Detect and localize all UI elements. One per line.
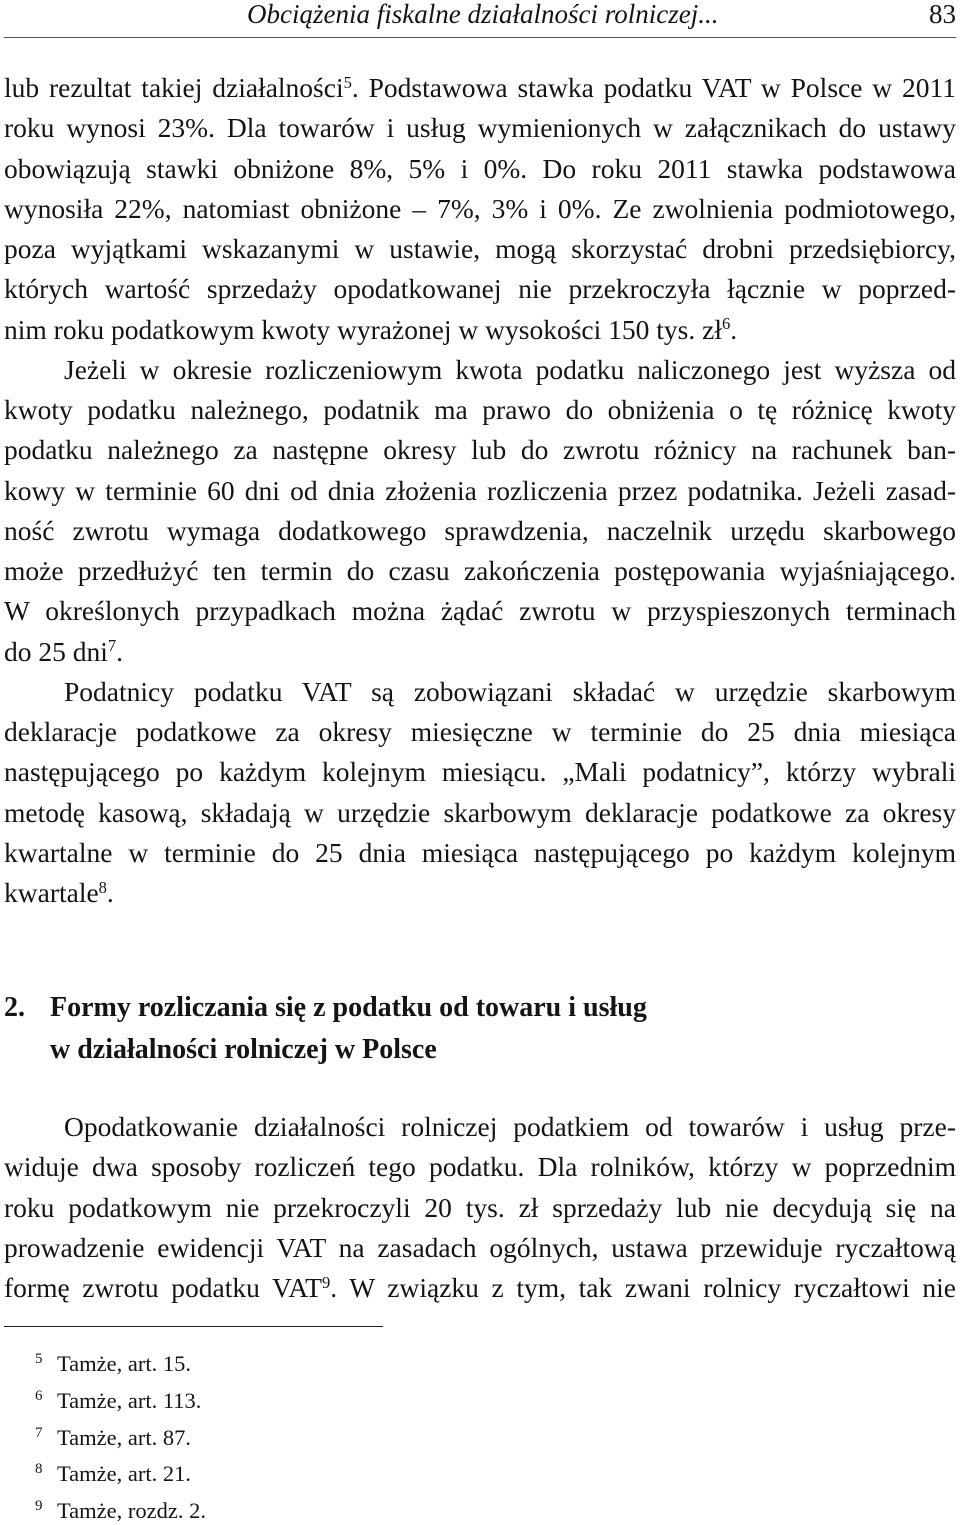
footnote-reference: 9	[321, 1272, 331, 1292]
text-segment: kwartale	[4, 877, 99, 908]
text-line	[4, 68, 956, 108]
text-line	[4, 310, 956, 350]
text-line: następującego po każdym kolejnym miesiącu. „Mali podatnicy”, którzy wybrali	[4, 756, 956, 788]
page-number: 83	[929, 0, 956, 29]
footnote-reference: 6	[721, 314, 731, 334]
paragraph	[4, 1107, 956, 1308]
text-segment: .	[116, 635, 124, 667]
text-line: Jeżeli w okresie rozliczeniowym kwota podatku naliczonego jest wyższa od	[64, 353, 956, 385]
text-segment: . W związku z tym, tak zwani rolnicy ryczałtowi nie	[330, 1272, 956, 1303]
footnote-text: Tamże, art. 113.	[57, 1387, 202, 1413]
text-line: wynosiła 22%, natomiast obniżone – 7%, 3% i 0%. Ze zwolnienia podmiotowego,	[4, 192, 956, 224]
footnote-reference: 7	[107, 636, 117, 656]
text-line: obowiązują stawki obniżone 8%, 5% i 0%. Do roku 2011 stawka podstawowa	[4, 152, 956, 184]
text-segment: do 25 dni	[4, 635, 108, 667]
paragraph	[4, 672, 956, 914]
text-line: kowy w terminie 60 dni od dnia złożenia rozliczenia przez podatnika. Jeżeli zasad-	[4, 474, 956, 506]
header-divider	[4, 37, 956, 38]
text-line: ność zwrotu wymaga dodatkowego sprawdzenia, naczelnik urzędu skarbowego	[4, 514, 956, 546]
text-line: kwartalne w terminie do 25 dnia miesiąca następującego po każdym kolejnym	[4, 836, 956, 868]
text-line: może przedłużyć ten termin do czasu zakończenia postępowania wyjaśniającego.	[4, 555, 956, 586]
text-line: prowadzenie ewidencji VAT na zasadach ogólnych, ustawa przewiduje ryczałtową	[4, 1231, 956, 1263]
text-line: metodę kasową, składają w urzędzie skarbowym deklaracje podatkowe za okresy	[4, 796, 956, 828]
section-title-line: Formy rozliczania się z podatku od towaru i usług	[50, 992, 647, 1023]
text-line: kwoty podatku należnego, podatnik ma prawo do obniżenia o tę różnicę kwoty	[4, 394, 956, 425]
footnote-text: Tamże, art. 15.	[57, 1351, 191, 1376]
footnote	[4, 1497, 956, 1525]
text-segment: . Podstawowa stawka podatku VAT w Polsce w 2011	[351, 72, 956, 103]
text-segment: lub rezultat takiej działalności	[4, 72, 344, 103]
paragraph	[4, 350, 956, 672]
section-title-line: w działalności rolniczej w Polsce	[50, 1034, 437, 1065]
footnote-number: 7	[35, 1424, 43, 1441]
footnote	[4, 1350, 956, 1378]
footnote-reference: 5	[343, 72, 352, 92]
footnote	[4, 1387, 956, 1415]
text-line: podatku należnego za następne okresy lub do zwrotu różnicy na rachunek ban-	[4, 434, 956, 466]
text-line: poza wyjątkami wskazanymi w ustawie, mogą skorzystać drobni przedsiębiorcy,	[4, 233, 956, 264]
text-line: Opodatkowanie działalności rolniczej podatkiem od towarów i usług prze-	[64, 1111, 956, 1142]
footnote-text: Tamże, art. 21.	[57, 1461, 191, 1487]
footnote-text: Tamże, rozdz. 2.	[57, 1498, 206, 1523]
text-line: deklaracje podatkowe za okresy miesięczne w terminie do 25 dnia miesiąca	[4, 716, 956, 747]
text-line: widuje dwa sposoby rozliczeń tego podatku. Dla rolników, którzy w poprzednim	[4, 1151, 956, 1183]
footnotes	[4, 1350, 956, 1525]
text-segment: formę zwrotu podatku VAT	[4, 1272, 322, 1303]
section-title	[50, 987, 647, 1071]
text-line: W określonych przypadkach można żądać zwrotu w przyspieszonych terminach	[4, 595, 956, 627]
footnote-reference: 8	[98, 877, 107, 897]
footnote-number: 9	[35, 1498, 43, 1514]
footnote-text: Tamże, art. 87.	[57, 1424, 191, 1450]
text-segment: .	[106, 877, 114, 908]
footnote-divider	[4, 1326, 383, 1327]
text-line: Podatnicy podatku VAT są zobowiązani składać w urzędzie skarbowym	[64, 675, 956, 707]
section-number: 2.	[4, 992, 25, 1023]
footnote-number: 6	[35, 1387, 43, 1404]
text-line: których wartość sprzedaży opodatkowanej nie przekroczyła łącznie w poprzed-	[4, 273, 956, 305]
text-segment: nim roku podatkowym kwoty wyrażonej w wysokości 150 tys. zł	[4, 313, 722, 345]
footnote-number: 8	[35, 1461, 43, 1478]
text-line: roku podatkowym nie przekroczyli 20 tys. zł sprzedaży lub nie decydują się na	[4, 1191, 956, 1223]
text-line	[4, 1268, 956, 1308]
text-segment: .	[730, 313, 738, 345]
footnote-number: 5	[35, 1351, 43, 1367]
text-line	[4, 632, 956, 672]
footnote	[4, 1460, 956, 1488]
text-line	[4, 873, 956, 913]
text-line: roku wynosi 23%. Dla towarów i usług wymienionych w załącznikach do ustawy	[4, 112, 956, 144]
paragraph	[4, 68, 956, 350]
running-title: Obciążenia fiskalne działalności rolniczej...	[247, 0, 719, 29]
footnote	[4, 1424, 956, 1452]
